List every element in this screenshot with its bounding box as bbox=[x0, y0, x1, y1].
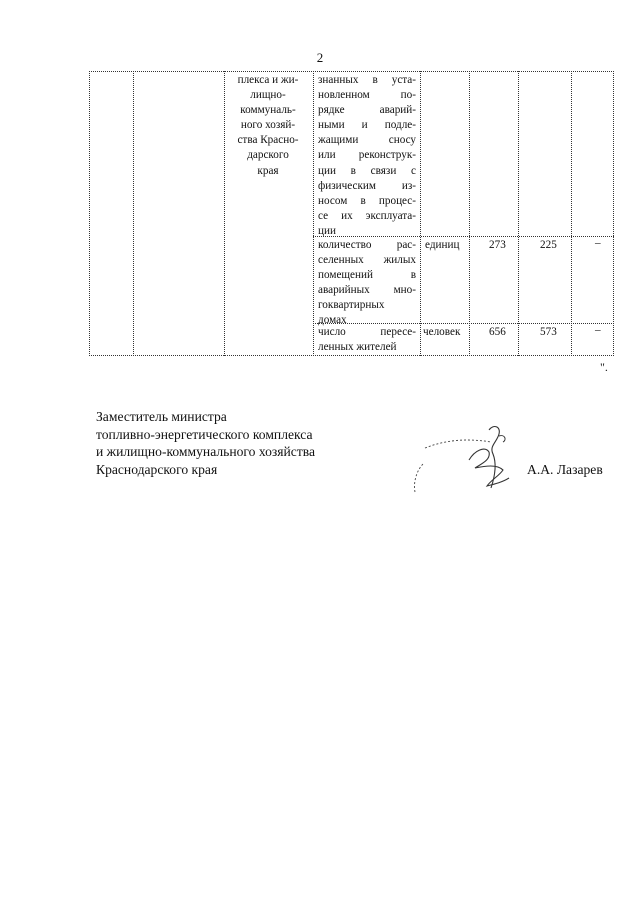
indicator-line: се их эксплуата- bbox=[318, 209, 416, 222]
department-line: дарского bbox=[247, 149, 289, 162]
department-line: ства Красно- bbox=[237, 134, 299, 147]
indicator-line: знанных в уста- bbox=[318, 74, 416, 86]
signatory-position bbox=[96, 408, 315, 478]
indicator-line: новленном по- bbox=[318, 89, 416, 102]
unit-cell: человек bbox=[423, 326, 461, 338]
closing-quote: ". bbox=[600, 360, 608, 374]
position-line: и жилищно-коммунального хозяйства bbox=[96, 444, 316, 459]
indicator-line: физическим из- bbox=[318, 179, 416, 192]
indicator-line: носом в процес- bbox=[318, 194, 416, 207]
handwritten-signature bbox=[405, 420, 525, 500]
indicator-cell-2 bbox=[318, 238, 416, 329]
department-line: лищно- bbox=[250, 89, 286, 102]
indicator-cell-1 bbox=[318, 73, 416, 239]
indicator-line: число пересе- bbox=[318, 326, 416, 338]
indicator-line: гоквартирных bbox=[318, 299, 385, 312]
value-cell: – bbox=[595, 324, 601, 336]
indicator-line: жащими сносу bbox=[318, 134, 416, 147]
position-line: топливно-энергетического комплекса bbox=[96, 426, 313, 442]
indicator-line: помещений в bbox=[318, 269, 416, 282]
indicator-line: домах bbox=[318, 314, 347, 327]
indicator-line: ленных жителей bbox=[318, 341, 397, 354]
indicator-line: ции bbox=[318, 224, 336, 237]
department-line: ного хозяй- bbox=[240, 119, 296, 132]
indicator-line: количество рас- bbox=[318, 239, 416, 251]
signer-name: А.А. Лазарев bbox=[527, 462, 603, 477]
value-cell: 273 bbox=[489, 239, 506, 251]
value-cell: 225 bbox=[540, 239, 557, 251]
position-line: Заместитель министра bbox=[96, 409, 227, 424]
page-number: 2 bbox=[316, 50, 324, 65]
indicator-line: или реконструк- bbox=[318, 149, 416, 162]
value-cell: – bbox=[595, 237, 601, 249]
department-line: плекса и жи- bbox=[237, 74, 299, 86]
value-cell: 573 bbox=[540, 326, 557, 338]
data-table bbox=[89, 71, 614, 356]
indicator-line: селенных жилых bbox=[318, 254, 416, 267]
department-line: края bbox=[257, 164, 279, 177]
department-line: коммуналь- bbox=[240, 104, 296, 117]
unit-cell: единиц bbox=[425, 239, 460, 251]
indicator-line: аварийных мно- bbox=[318, 284, 416, 297]
department-cell bbox=[225, 73, 311, 179]
indicator-line: ными и подле- bbox=[318, 119, 416, 132]
indicator-line: ции в связи с bbox=[318, 164, 416, 177]
position-line: Краснодарского края bbox=[96, 461, 218, 477]
indicator-cell-3 bbox=[318, 325, 416, 355]
value-cell: 656 bbox=[489, 326, 506, 338]
indicator-line: рядке аварий- bbox=[318, 104, 416, 117]
